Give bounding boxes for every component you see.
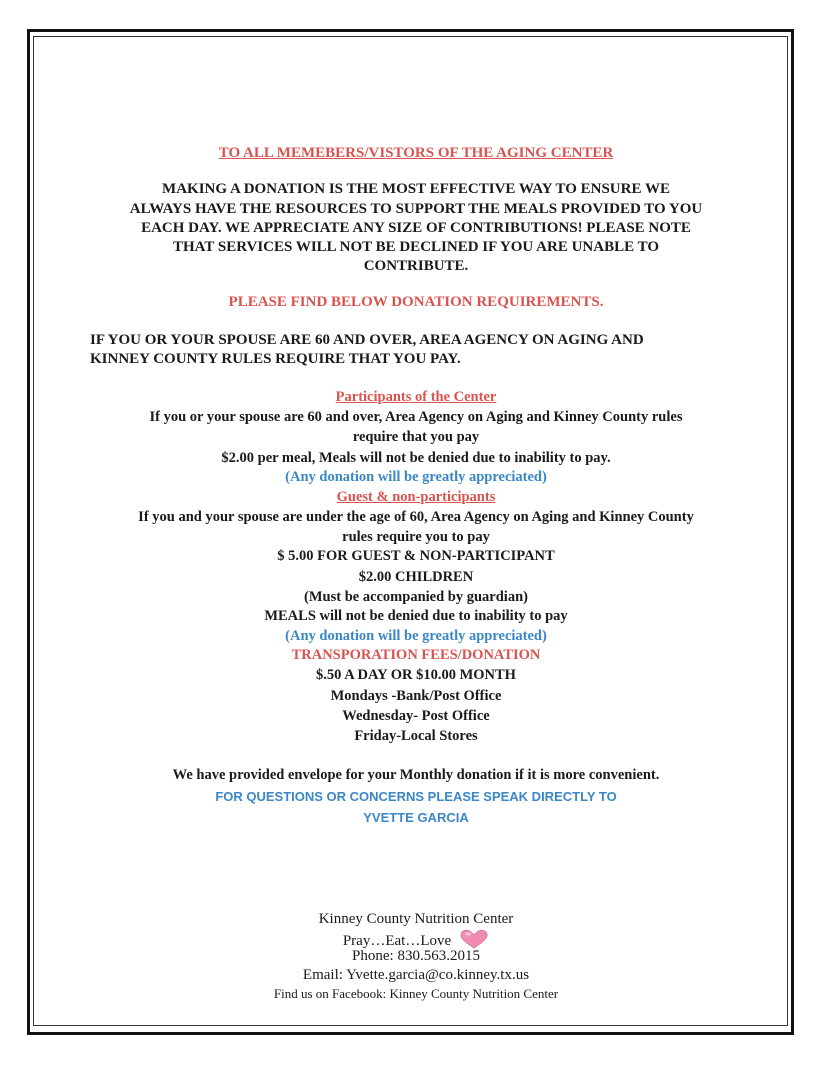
footer-email: Email: Yvette.garcia@co.kinney.tx.us (302, 967, 530, 983)
transport-line: $.50 A DAY OR $10.00 MONTH (316, 667, 516, 683)
participants-heading: Participants of the Center (335, 389, 497, 405)
participants-line: $2.00 per meal, Meals will not be denied due to inability to pay. (221, 450, 611, 466)
intro-line: EACH DAY. WE APPRECIATE ANY SIZE OF CONTRIBUTIONS! PLEASE NOTE (141, 220, 691, 236)
rule-line: IF YOU OR YOUR SPOUSE ARE 60 AND OVER, AREA AGENCY ON AGING AND (90, 332, 644, 348)
transport-line: Friday-Local Stores (354, 728, 478, 744)
intro-line: THAT SERVICES WILL NOT BE DECLINED IF YOU ARE UNABLE TO (172, 239, 659, 255)
guests-heading: Guest & non-participants (336, 489, 496, 505)
guests-line: MEALS will not be denied due to inability to pay (264, 608, 568, 624)
participants-line: require that you pay (352, 429, 480, 445)
transport-heading: TRANSPORATION FEES/DONATION (291, 647, 541, 663)
guests-line: $2.00 CHILDREN (358, 569, 474, 585)
requirements-heading: PLEASE FIND BELOW DONATION REQUIREMENTS. (228, 294, 604, 310)
footer-phone: Phone: 830.563.2015 (352, 948, 480, 964)
guests-line: $ 5.00 FOR GUEST & NON-PARTICIPANT (277, 548, 555, 564)
footer-org: Kinney County Nutrition Center (318, 911, 514, 927)
contact-name: YVETTE GARCIA (363, 810, 469, 825)
intro-line: MAKING A DONATION IS THE MOST EFFECTIVE WAY TO ENSURE WE (162, 181, 670, 197)
transport-line: Mondays -Bank/Post Office (330, 688, 502, 704)
transport-line: Wednesday- Post Office (342, 708, 490, 724)
rule-line: KINNEY COUNTY RULES REQUIRE THAT YOU PAY. (90, 351, 461, 367)
participants-appreciation: (Any donation will be greatly appreciated) (285, 469, 547, 485)
participants-line: If you or your spouse are 60 and over, Area Agency on Aging and Kinney County rules (149, 409, 683, 425)
guests-line: If you and your spouse are under the age of 60, Area Agency on Aging and Kinney County (138, 509, 694, 525)
intro-line: ALWAYS HAVE THE RESOURCES TO SUPPORT THE MEALS PROVIDED TO YOU (129, 201, 703, 217)
header-title: TO ALL MEMEBERS/VISTORS OF THE AGING CENTER (218, 145, 614, 161)
footer-motto: Pray…Eat…Love (342, 932, 452, 949)
footer-facebook: Find us on Facebook: Kinney County Nutrition Center (273, 986, 559, 1001)
contact-line: FOR QUESTIONS OR CONCERNS PLEASE SPEAK DIRECTLY TO (215, 789, 617, 804)
envelope-note: We have provided envelope for your Monthly donation if it is more convenient. (172, 767, 660, 783)
guests-line: (Must be accompanied by guardian) (304, 589, 528, 605)
guests-appreciation: (Any donation will be greatly appreciated) (285, 628, 547, 644)
guests-line: rules require you to pay (342, 529, 490, 545)
intro-line: CONTRIBUTE. (363, 258, 469, 274)
